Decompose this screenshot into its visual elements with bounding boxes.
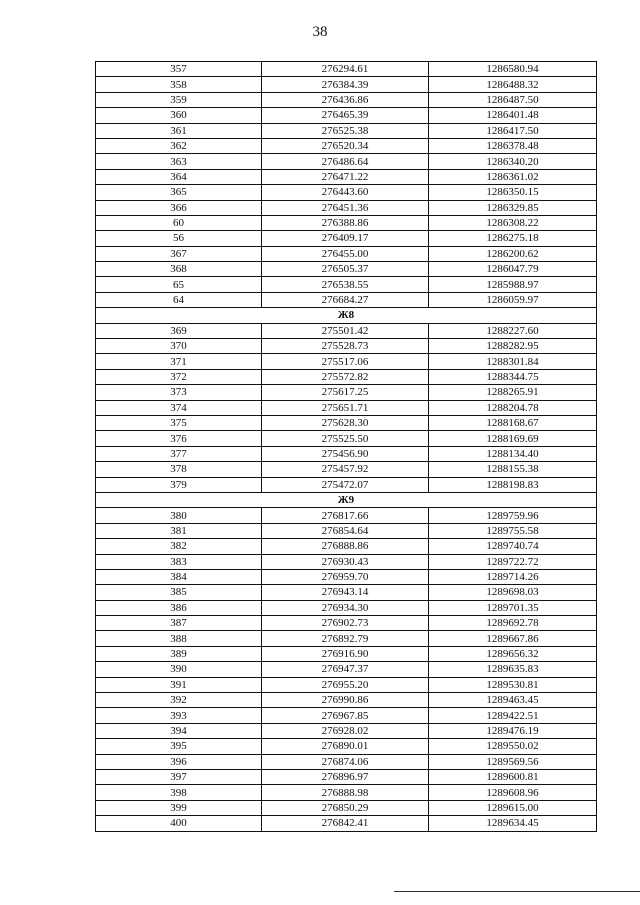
x-coordinate-cell: 275457.92	[262, 462, 429, 477]
table-row	[96, 816, 597, 831]
point-number-cell: 369	[96, 323, 262, 338]
y-coordinate-cell: 1288134.40	[429, 446, 597, 461]
section-label: Ж8	[96, 308, 597, 323]
section-header-row	[96, 308, 597, 323]
y-coordinate-cell: 1286401.48	[429, 108, 597, 123]
x-coordinate-cell: 276525.38	[262, 123, 429, 138]
point-number-cell: 366	[96, 200, 262, 215]
table-row	[96, 723, 597, 738]
y-coordinate-cell: 1286308.22	[429, 215, 597, 230]
table-row	[96, 77, 597, 92]
x-coordinate-cell: 276388.86	[262, 215, 429, 230]
table-row	[96, 323, 597, 338]
point-number-cell: 372	[96, 369, 262, 384]
x-coordinate-cell: 276892.79	[262, 631, 429, 646]
point-number-cell: 392	[96, 693, 262, 708]
point-number-cell: 359	[96, 92, 262, 107]
y-coordinate-cell: 1286059.97	[429, 292, 597, 307]
point-number-cell: 379	[96, 477, 262, 492]
x-coordinate-cell: 276443.60	[262, 185, 429, 200]
page-number: 38	[312, 24, 328, 40]
table-row	[96, 169, 597, 184]
table-row	[96, 446, 597, 461]
y-coordinate-cell: 1286417.50	[429, 123, 597, 138]
y-coordinate-cell: 1286378.48	[429, 138, 597, 153]
point-number-cell: 65	[96, 277, 262, 292]
x-coordinate-cell: 276990.86	[262, 693, 429, 708]
section-label: Ж9	[96, 492, 597, 507]
x-coordinate-cell: 276842.41	[262, 816, 429, 831]
table-row	[96, 662, 597, 677]
point-number-cell: 64	[96, 292, 262, 307]
point-number-cell: 390	[96, 662, 262, 677]
y-coordinate-cell: 1288265.91	[429, 385, 597, 400]
x-coordinate-cell: 276874.06	[262, 754, 429, 769]
point-number-cell: 393	[96, 708, 262, 723]
point-number-cell: 382	[96, 539, 262, 554]
table-row	[96, 462, 597, 477]
table-row	[96, 292, 597, 307]
point-number-cell: 394	[96, 723, 262, 738]
table-row	[96, 616, 597, 631]
x-coordinate-cell: 275628.30	[262, 415, 429, 430]
point-number-cell: 371	[96, 354, 262, 369]
table-row	[96, 92, 597, 107]
point-number-cell: 360	[96, 108, 262, 123]
x-coordinate-cell: 275572.82	[262, 369, 429, 384]
x-coordinate-cell: 276817.66	[262, 508, 429, 523]
table-row	[96, 246, 597, 261]
point-number-cell: 362	[96, 138, 262, 153]
point-number-cell: 383	[96, 554, 262, 569]
y-coordinate-cell: 1286340.20	[429, 154, 597, 169]
point-number-cell: 388	[96, 631, 262, 646]
y-coordinate-cell: 1286275.18	[429, 231, 597, 246]
x-coordinate-cell: 276384.39	[262, 77, 429, 92]
table-row	[96, 108, 597, 123]
x-coordinate-cell: 276850.29	[262, 800, 429, 815]
x-coordinate-cell: 276505.37	[262, 262, 429, 277]
point-number-cell: 395	[96, 739, 262, 754]
y-coordinate-cell: 1289667.86	[429, 631, 597, 646]
y-coordinate-cell: 1286488.32	[429, 77, 597, 92]
y-coordinate-cell: 1286361.02	[429, 169, 597, 184]
table-row	[96, 800, 597, 815]
y-coordinate-cell: 1288198.83	[429, 477, 597, 492]
point-number-cell: 368	[96, 262, 262, 277]
table-row	[96, 277, 597, 292]
table-row	[96, 62, 597, 77]
point-number-cell: 56	[96, 231, 262, 246]
y-coordinate-cell: 1288169.69	[429, 431, 597, 446]
x-coordinate-cell: 275517.06	[262, 354, 429, 369]
table-row	[96, 585, 597, 600]
table-row	[96, 539, 597, 554]
table-row	[96, 785, 597, 800]
x-coordinate-cell: 276294.61	[262, 62, 429, 77]
x-coordinate-cell: 276465.39	[262, 108, 429, 123]
y-coordinate-cell: 1288155.38	[429, 462, 597, 477]
point-number-cell: 397	[96, 769, 262, 784]
y-coordinate-cell: 1289476.19	[429, 723, 597, 738]
y-coordinate-cell: 1289608.96	[429, 785, 597, 800]
y-coordinate-cell: 1289530.81	[429, 677, 597, 692]
x-coordinate-cell: 276888.98	[262, 785, 429, 800]
table-row	[96, 554, 597, 569]
x-coordinate-cell: 276436.86	[262, 92, 429, 107]
x-coordinate-cell: 276959.70	[262, 569, 429, 584]
x-coordinate-cell: 275651.71	[262, 400, 429, 415]
point-number-cell: 370	[96, 339, 262, 354]
point-number-cell: 386	[96, 600, 262, 615]
table-row	[96, 646, 597, 661]
y-coordinate-cell: 1289755.58	[429, 523, 597, 538]
y-coordinate-cell: 1289692.78	[429, 616, 597, 631]
point-number-cell: 376	[96, 431, 262, 446]
table-row	[96, 754, 597, 769]
point-number-cell: 399	[96, 800, 262, 815]
x-coordinate-cell: 276684.27	[262, 292, 429, 307]
point-number-cell: 380	[96, 508, 262, 523]
table-row	[96, 677, 597, 692]
table-row	[96, 600, 597, 615]
x-coordinate-cell: 276902.73	[262, 616, 429, 631]
point-number-cell: 357	[96, 62, 262, 77]
table-row	[96, 369, 597, 384]
point-number-cell: 381	[96, 523, 262, 538]
x-coordinate-cell: 276538.55	[262, 277, 429, 292]
x-coordinate-cell: 276934.30	[262, 600, 429, 615]
table-row	[96, 508, 597, 523]
section-header-row	[96, 492, 597, 507]
x-coordinate-cell: 276520.34	[262, 138, 429, 153]
table-row	[96, 154, 597, 169]
point-number-cell: 391	[96, 677, 262, 692]
y-coordinate-cell: 1289550.02	[429, 739, 597, 754]
point-number-cell: 384	[96, 569, 262, 584]
y-coordinate-cell: 1286487.50	[429, 92, 597, 107]
point-number-cell: 374	[96, 400, 262, 415]
y-coordinate-cell: 1289422.51	[429, 708, 597, 723]
table-row	[96, 739, 597, 754]
point-number-cell: 387	[96, 616, 262, 631]
y-coordinate-cell: 1289722.72	[429, 554, 597, 569]
table-row	[96, 123, 597, 138]
table-row	[96, 708, 597, 723]
x-coordinate-cell: 276967.85	[262, 708, 429, 723]
table-row	[96, 631, 597, 646]
point-number-cell: 398	[96, 785, 262, 800]
table-row	[96, 477, 597, 492]
x-coordinate-cell: 276451.36	[262, 200, 429, 215]
x-coordinate-cell: 275456.90	[262, 446, 429, 461]
x-coordinate-cell: 275501.42	[262, 323, 429, 338]
point-number-cell: 389	[96, 646, 262, 661]
x-coordinate-cell: 275528.73	[262, 339, 429, 354]
x-coordinate-cell: 276916.90	[262, 646, 429, 661]
x-coordinate-cell: 275617.25	[262, 385, 429, 400]
y-coordinate-cell: 1288344.75	[429, 369, 597, 384]
y-coordinate-cell: 1289740.74	[429, 539, 597, 554]
footer-rule	[394, 891, 640, 892]
x-coordinate-cell: 276930.43	[262, 554, 429, 569]
table-row	[96, 262, 597, 277]
y-coordinate-cell: 1289656.32	[429, 646, 597, 661]
table-row	[96, 431, 597, 446]
table-row	[96, 354, 597, 369]
x-coordinate-cell: 276896.97	[262, 769, 429, 784]
table-row	[96, 385, 597, 400]
y-coordinate-cell: 1289615.00	[429, 800, 597, 815]
x-coordinate-cell: 276928.02	[262, 723, 429, 738]
y-coordinate-cell: 1286350.15	[429, 185, 597, 200]
x-coordinate-cell: 276943.14	[262, 585, 429, 600]
x-coordinate-cell: 275525.50	[262, 431, 429, 446]
y-coordinate-cell: 1289701.35	[429, 600, 597, 615]
point-number-cell: 358	[96, 77, 262, 92]
table-row	[96, 769, 597, 784]
point-number-cell: 367	[96, 246, 262, 261]
point-number-cell: 400	[96, 816, 262, 831]
y-coordinate-cell: 1288282.95	[429, 339, 597, 354]
x-coordinate-cell: 276947.37	[262, 662, 429, 677]
y-coordinate-cell: 1289569.56	[429, 754, 597, 769]
point-number-cell: 60	[96, 215, 262, 230]
point-number-cell: 364	[96, 169, 262, 184]
point-number-cell: 385	[96, 585, 262, 600]
point-number-cell: 361	[96, 123, 262, 138]
point-number-cell: 363	[96, 154, 262, 169]
table-row	[96, 693, 597, 708]
table-row	[96, 523, 597, 538]
y-coordinate-cell: 1285988.97	[429, 277, 597, 292]
y-coordinate-cell: 1289634.45	[429, 816, 597, 831]
coordinates-table	[95, 61, 597, 832]
x-coordinate-cell: 276409.17	[262, 231, 429, 246]
point-number-cell: 365	[96, 185, 262, 200]
coordinates-table-body	[96, 62, 597, 832]
point-number-cell: 378	[96, 462, 262, 477]
point-number-cell: 375	[96, 415, 262, 430]
x-coordinate-cell: 276455.00	[262, 246, 429, 261]
y-coordinate-cell: 1289698.03	[429, 585, 597, 600]
y-coordinate-cell: 1288227.60	[429, 323, 597, 338]
table-row	[96, 569, 597, 584]
y-coordinate-cell: 1289759.96	[429, 508, 597, 523]
table-row	[96, 200, 597, 215]
table-row	[96, 215, 597, 230]
y-coordinate-cell: 1286580.94	[429, 62, 597, 77]
table-row	[96, 185, 597, 200]
y-coordinate-cell: 1286200.62	[429, 246, 597, 261]
y-coordinate-cell: 1288301.84	[429, 354, 597, 369]
y-coordinate-cell: 1286329.85	[429, 200, 597, 215]
point-number-cell: 373	[96, 385, 262, 400]
y-coordinate-cell: 1289600.81	[429, 769, 597, 784]
y-coordinate-cell: 1289635.83	[429, 662, 597, 677]
x-coordinate-cell: 276854.64	[262, 523, 429, 538]
x-coordinate-cell: 276486.64	[262, 154, 429, 169]
point-number-cell: 377	[96, 446, 262, 461]
x-coordinate-cell: 275472.07	[262, 477, 429, 492]
x-coordinate-cell: 276890.01	[262, 739, 429, 754]
y-coordinate-cell: 1288168.67	[429, 415, 597, 430]
point-number-cell: 396	[96, 754, 262, 769]
y-coordinate-cell: 1289463.45	[429, 693, 597, 708]
table-row	[96, 231, 597, 246]
y-coordinate-cell: 1289714.26	[429, 569, 597, 584]
x-coordinate-cell: 276955.20	[262, 677, 429, 692]
x-coordinate-cell: 276888.86	[262, 539, 429, 554]
y-coordinate-cell: 1286047.79	[429, 262, 597, 277]
x-coordinate-cell: 276471.22	[262, 169, 429, 184]
table-row	[96, 400, 597, 415]
table-row	[96, 138, 597, 153]
table-row	[96, 339, 597, 354]
table-row	[96, 415, 597, 430]
y-coordinate-cell: 1288204.78	[429, 400, 597, 415]
